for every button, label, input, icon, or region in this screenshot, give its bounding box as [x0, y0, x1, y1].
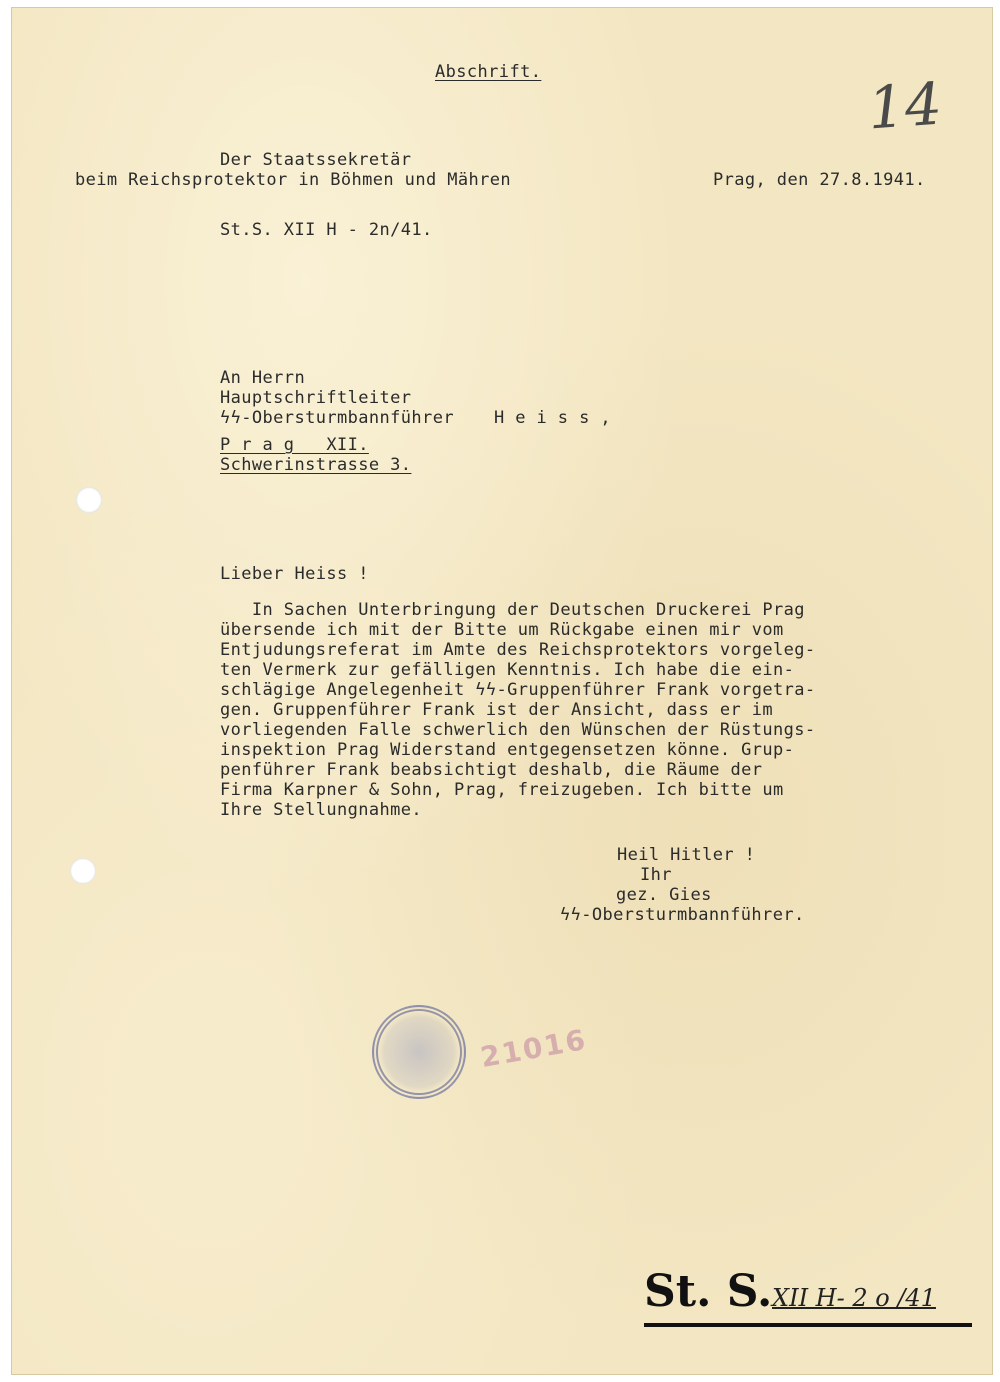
- punch-hole-top: [76, 487, 102, 513]
- body-line: penführer Frank beabsichtigt deshalb, die Räume der: [220, 760, 763, 780]
- sender-line-1: Der Staatssekretär: [220, 150, 412, 170]
- reference-number: St.S. XII H - 2n/41.: [220, 220, 433, 240]
- recipient-street: Schwerinstrasse 3.: [220, 455, 412, 475]
- body-line: Ihre Stellungnahme.: [220, 800, 423, 820]
- recipient-name: H e i s s ,: [494, 408, 611, 428]
- body-line: vorliegenden Falle schwerlich den Wünschen der Rüstungs-: [220, 720, 816, 740]
- body-line: In Sachen Unterbringung der Deutschen Druckerei Prag: [220, 600, 805, 620]
- recipient-line-2: Hauptschriftleiter: [220, 388, 412, 408]
- registry-prefix: St. S.: [644, 1266, 773, 1317]
- recipient-line-1: An Herrn: [220, 368, 306, 388]
- body-line: Entjudungsreferat im Amte des Reichsprotektors vorgeleg-: [220, 640, 816, 660]
- salutation: Lieber Heiss !: [220, 564, 369, 584]
- closing-rank: ϟϟ-Obersturmbannführer.: [560, 905, 805, 925]
- place-date: Prag, den 27.8.1941.: [713, 170, 926, 190]
- document-title: Abschrift.: [435, 62, 542, 82]
- recipient-city: P r a g XII.: [220, 435, 369, 455]
- registry-underline: [644, 1323, 972, 1327]
- body-line: gen. Gruppenführer Frank ist der Ansicht, dass er im: [220, 700, 774, 720]
- sender-line-2: beim Reichsprotektor in Böhmen und Mähren: [75, 170, 512, 190]
- closing-greeting: Heil Hitler !: [617, 845, 756, 865]
- body-line: ten Vermerk zur gefälligen Kenntnis. Ich habe die ein-: [220, 660, 795, 680]
- round-seal-stamp: [372, 1005, 466, 1099]
- closing-signed: gez. Gies: [616, 885, 712, 905]
- body-line: Firma Karpner & Sohn, Prag, freizugeben. Ich bitte um: [220, 780, 784, 800]
- registry-number: XII H- 2 o /41: [772, 1284, 936, 1312]
- body-line: inspektion Prag Widerstand entgegensetzen könne. Grup-: [220, 740, 795, 760]
- body-line: übersende ich mit der Bitte um Rückgabe einen mir vom: [220, 620, 784, 640]
- received-number-stamp: 21016: [477, 1022, 590, 1075]
- recipient-rank: ϟϟ-Obersturmbannführer: [220, 408, 454, 428]
- closing-ihr: Ihr: [640, 865, 672, 885]
- punch-hole-bottom: [70, 858, 96, 884]
- body-line: schlägige Angelegenheit ϟϟ-Gruppenführer Frank vorgetra-: [220, 680, 816, 700]
- folio-number: 14: [865, 69, 945, 143]
